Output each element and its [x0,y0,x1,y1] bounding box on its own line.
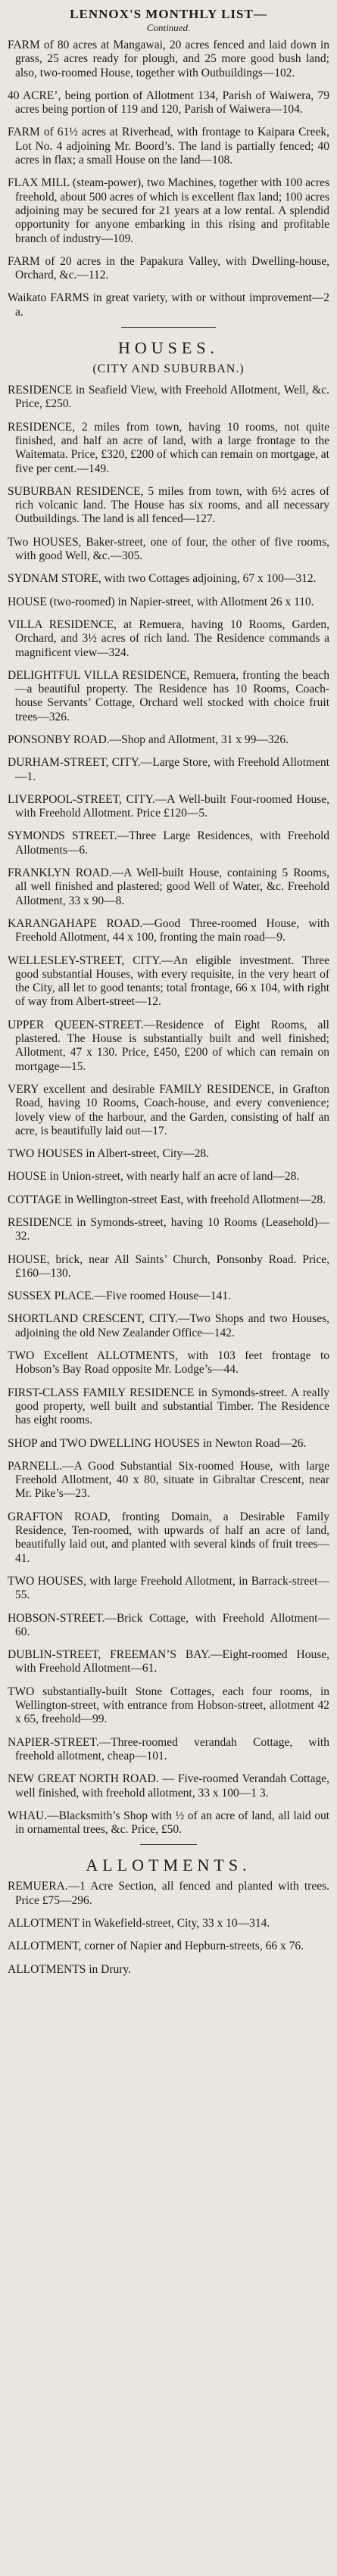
houses-heading: HOUSES. [117,338,220,358]
allotments-heading: ALLOTMENTS. [86,1856,251,1875]
listing-item: REMUERA.—1 Acre Section, all fenced and planted with trees. Price £75—296. [8,1880,329,1907]
listing-item: TWO Excellent ALLOTMENTS, with 103 feet frontage to Hobson’s Bay Road opposite Mr. Lodge’s—44. [8,1349,329,1377]
listing-item: FLAX MILL (steam-power), two Machines, together with 100 acres freehold, about 500 acres of which is excellent flax land; 100 acres adjoining may be secured for 21 years at a low rental. A splendid opportunity for anyone embarking in this rising and profitable branch of industry—109. [8,176,329,245]
listing-item: DUBLIN-STREET, FREEMAN’S BAY.—Eight-roomed House, with Freehold Allotment—61. [8,1648,329,1675]
listing-item: FRANKLYN ROAD.—A Well-built House, containing 5 Rooms, all well finished and plastered; good Well of Water, &c. Freehold Allotment, 33 x 90—8. [8,866,329,907]
listing-item: ALLOTMENTS in Drury. [8,1962,132,1976]
listing-item: SHOP and TWO DWELLING HOUSES in Newton Road—26. [8,1436,307,1450]
section-divider [121,327,216,328]
listing-item: NAPIER-STREET.—Three-roomed verandah Cottage, with freehold allotment, cheap—101. [8,1735,329,1762]
listing-item: VERY excellent and desirable FAMILY RESIDENCE, in Grafton Road, having 10 Rooms, Coach-house, and every convenience; lovely view of the harbour, and the Garden, consisting of half an acre, is beautifully laid out—17. [8,1082,329,1137]
listing-item: SUBURBAN RESIDENCE, 5 miles from town, with 6½ acres of rich volcanic land. The House has six rooms, and all necessary Outbuildings. The land is all fenced—127. [8,484,329,526]
listing-item: UPPER QUEEN-STREET.—Residence of Eight Rooms, all plastered. The House is substantially built and well finished; Allotment, 47 x 130. Price, £450, £200 of which can remain on mortgage—15. [8,1018,329,1073]
listing-item: RESIDENCE in Symonds-street, having 10 Rooms (Leasehold)—32. [8,1216,329,1243]
farms-list [8,39,329,319]
listing-item: 40 ACRE’, being portion of Allotment 134, Parish of Waiwera, 79 acres being portion of 119 and 120, Parish of Waiwera—104. [8,89,329,117]
section-divider [140,1844,197,1845]
listing-item: COTTAGE in Wellington-street East, with freehold Allotment—28. [8,1193,326,1206]
listing-item: HOUSE, brick, near All Saints’ Church, Ponsonby Road. Price, £160—130. [8,1252,329,1280]
listing-item: HOUSE in Union-street, with nearly half an acre of land—28. [8,1170,300,1184]
listing-item: NEW GREAT NORTH ROAD. — Five-roomed Verandah Cottage, well finished, with freehold allotment, 33 x 100—1 3. [8,1772,329,1800]
listing-item: Two HOUSES, Baker-street, one of four, the other of five rooms, with good Well, &c.—305. [8,535,329,563]
listing-item: Waikato FARMS in great variety, with or without improvement—2 a. [8,291,329,319]
listing-item: DURHAM-STREET, CITY.—Large Store, with Freehold Allotment—1. [8,756,329,783]
listing-item: RESIDENCE in Seafield View, with Freehold Allotment, Well, &c. Price, £250. [8,384,329,411]
listing-item: DELIGHTFUL VILLA RESIDENCE, Remuera, fronting the beach—a beautiful property. The Residence has 10 Rooms, Coach-house Servants’ Cottage, Orchard well stocked with choice fruit trees—326. [8,668,329,723]
listing-item: FIRST-CLASS FAMILY RESIDENCE in Symonds-street. A really good property, well built and substantial Timber. The Residence has eight rooms. [8,1386,329,1427]
listing-item: RESIDENCE, 2 miles from town, having 10 rooms, not quite finished, and half an acre of land, with a large frontage to the Waitemata. Price, £320, £200 of which can remain on mortgage, at five per cent.—149. [8,420,329,475]
listing-item: TWO HOUSES in Albert-street, City—28. [8,1147,210,1161]
houses-subheading: (CITY AND SUBURBAN.) [92,362,245,376]
listing-item: HOUSE (two-roomed) in Napier-street, with Allotment 26 x 110. [8,595,314,608]
list-subtitle: Continued. [146,22,191,33]
listing-item: GRAFTON ROAD, fronting Domain, a Desirable Family Residence, Ten-roomed, with upwards of half an acre of land, beautifully laid out, and planted with several kinds of fruit trees—41. [8,1510,329,1565]
listing-item: KARANGAHAPE ROAD.—Good Three-roomed House, with Freehold Allotment, 44 x 100, fronting the main road—9. [8,916,329,944]
listing-item: TWO HOUSES, with large Freehold Allotment, in Barrack-street—55. [8,1574,329,1602]
listing-item: WELLESLEY-STREET, CITY.—An eligible investment. Three good substantial Houses, with every requisite, in the very heart of the City, all let to good tenants; total frontage, 66 x 104, with right of way from Albert-street—12. [8,954,329,1009]
listing-item: FARM of 20 acres in the Papakura Valley, with Dwelling-house, Orchard, &c.—112. [8,254,329,282]
listing-item: PONSONBY ROAD.—Shop and Allotment, 31 x 99—326. [8,733,289,746]
listing-item: ALLOTMENT in Wakefield-street, City, 33 x 10—314. [8,1916,270,1930]
houses-list [8,384,329,1837]
listing-item: HOBSON-STREET.—Brick Cottage, with Freehold Allotment—60. [8,1611,329,1638]
allotments-list [8,1880,329,1976]
listing-item: PARNELL.—A Good Substantial Six-roomed House, with large Freehold Allotment, 40 x 80, situate in Gibraltar Crescent, near Mr. Pike’s—23. [8,1459,329,1501]
listing-item: FARM of 80 acres at Mangawai, 20 acres fenced and laid down in grass, 25 acres ready for plough, and 25 more good bush land; also, two-roomed House, together with Outbuildings—102. [8,39,329,79]
listing-item: WHAU.—Blacksmith’s Shop with ½ of an acre of land, all laid out in ornamental trees, &c. Price, £50. [8,1809,329,1837]
listing-item: SHORTLAND CRESCENT, CITY.—Two Shops and two Houses, adjoining the old New Zealander Office—142. [8,1312,329,1339]
listing-item: TWO substantially-built Stone Cottages, each four rooms, in Wellington-street, with entrance from Hobson-street, allotment 42 x 65, freehold—99. [8,1685,329,1726]
listing-item: SYDNAM STORE, with two Cottages adjoining, 67 x 100—312. [8,572,317,586]
listing-item: FARM of 61½ acres at Riverhead, with frontage to Kaipara Creek, Lot No. 4 adjoining Mr. Boord’s. The land is partially fenced; 40 acres in flax; a small House on the land—108. [8,126,329,167]
listing-item: ALLOTMENT, corner of Napier and Hepburn-streets, 66 x 76. [8,1940,304,1953]
listing-item: SYMONDS STREET.—Three Large Residences, with Freehold Allotments—6. [8,829,329,857]
listing-item: SUSSEX PLACE.—Five roomed House—141. [8,1290,231,1303]
list-title: LENNOX'S MONTHLY LIST— [70,7,267,21]
listing-item: VILLA RESIDENCE, at Remuera, having 10 Rooms, Garden, Orchard, and 3½ acres of rich land. The Residence commands a magnificent view—324. [8,618,329,659]
listing-item: LIVERPOOL-STREET, CITY.—A Well-built Four-roomed House, with Freehold Allotment. Price £120—5. [8,792,329,820]
